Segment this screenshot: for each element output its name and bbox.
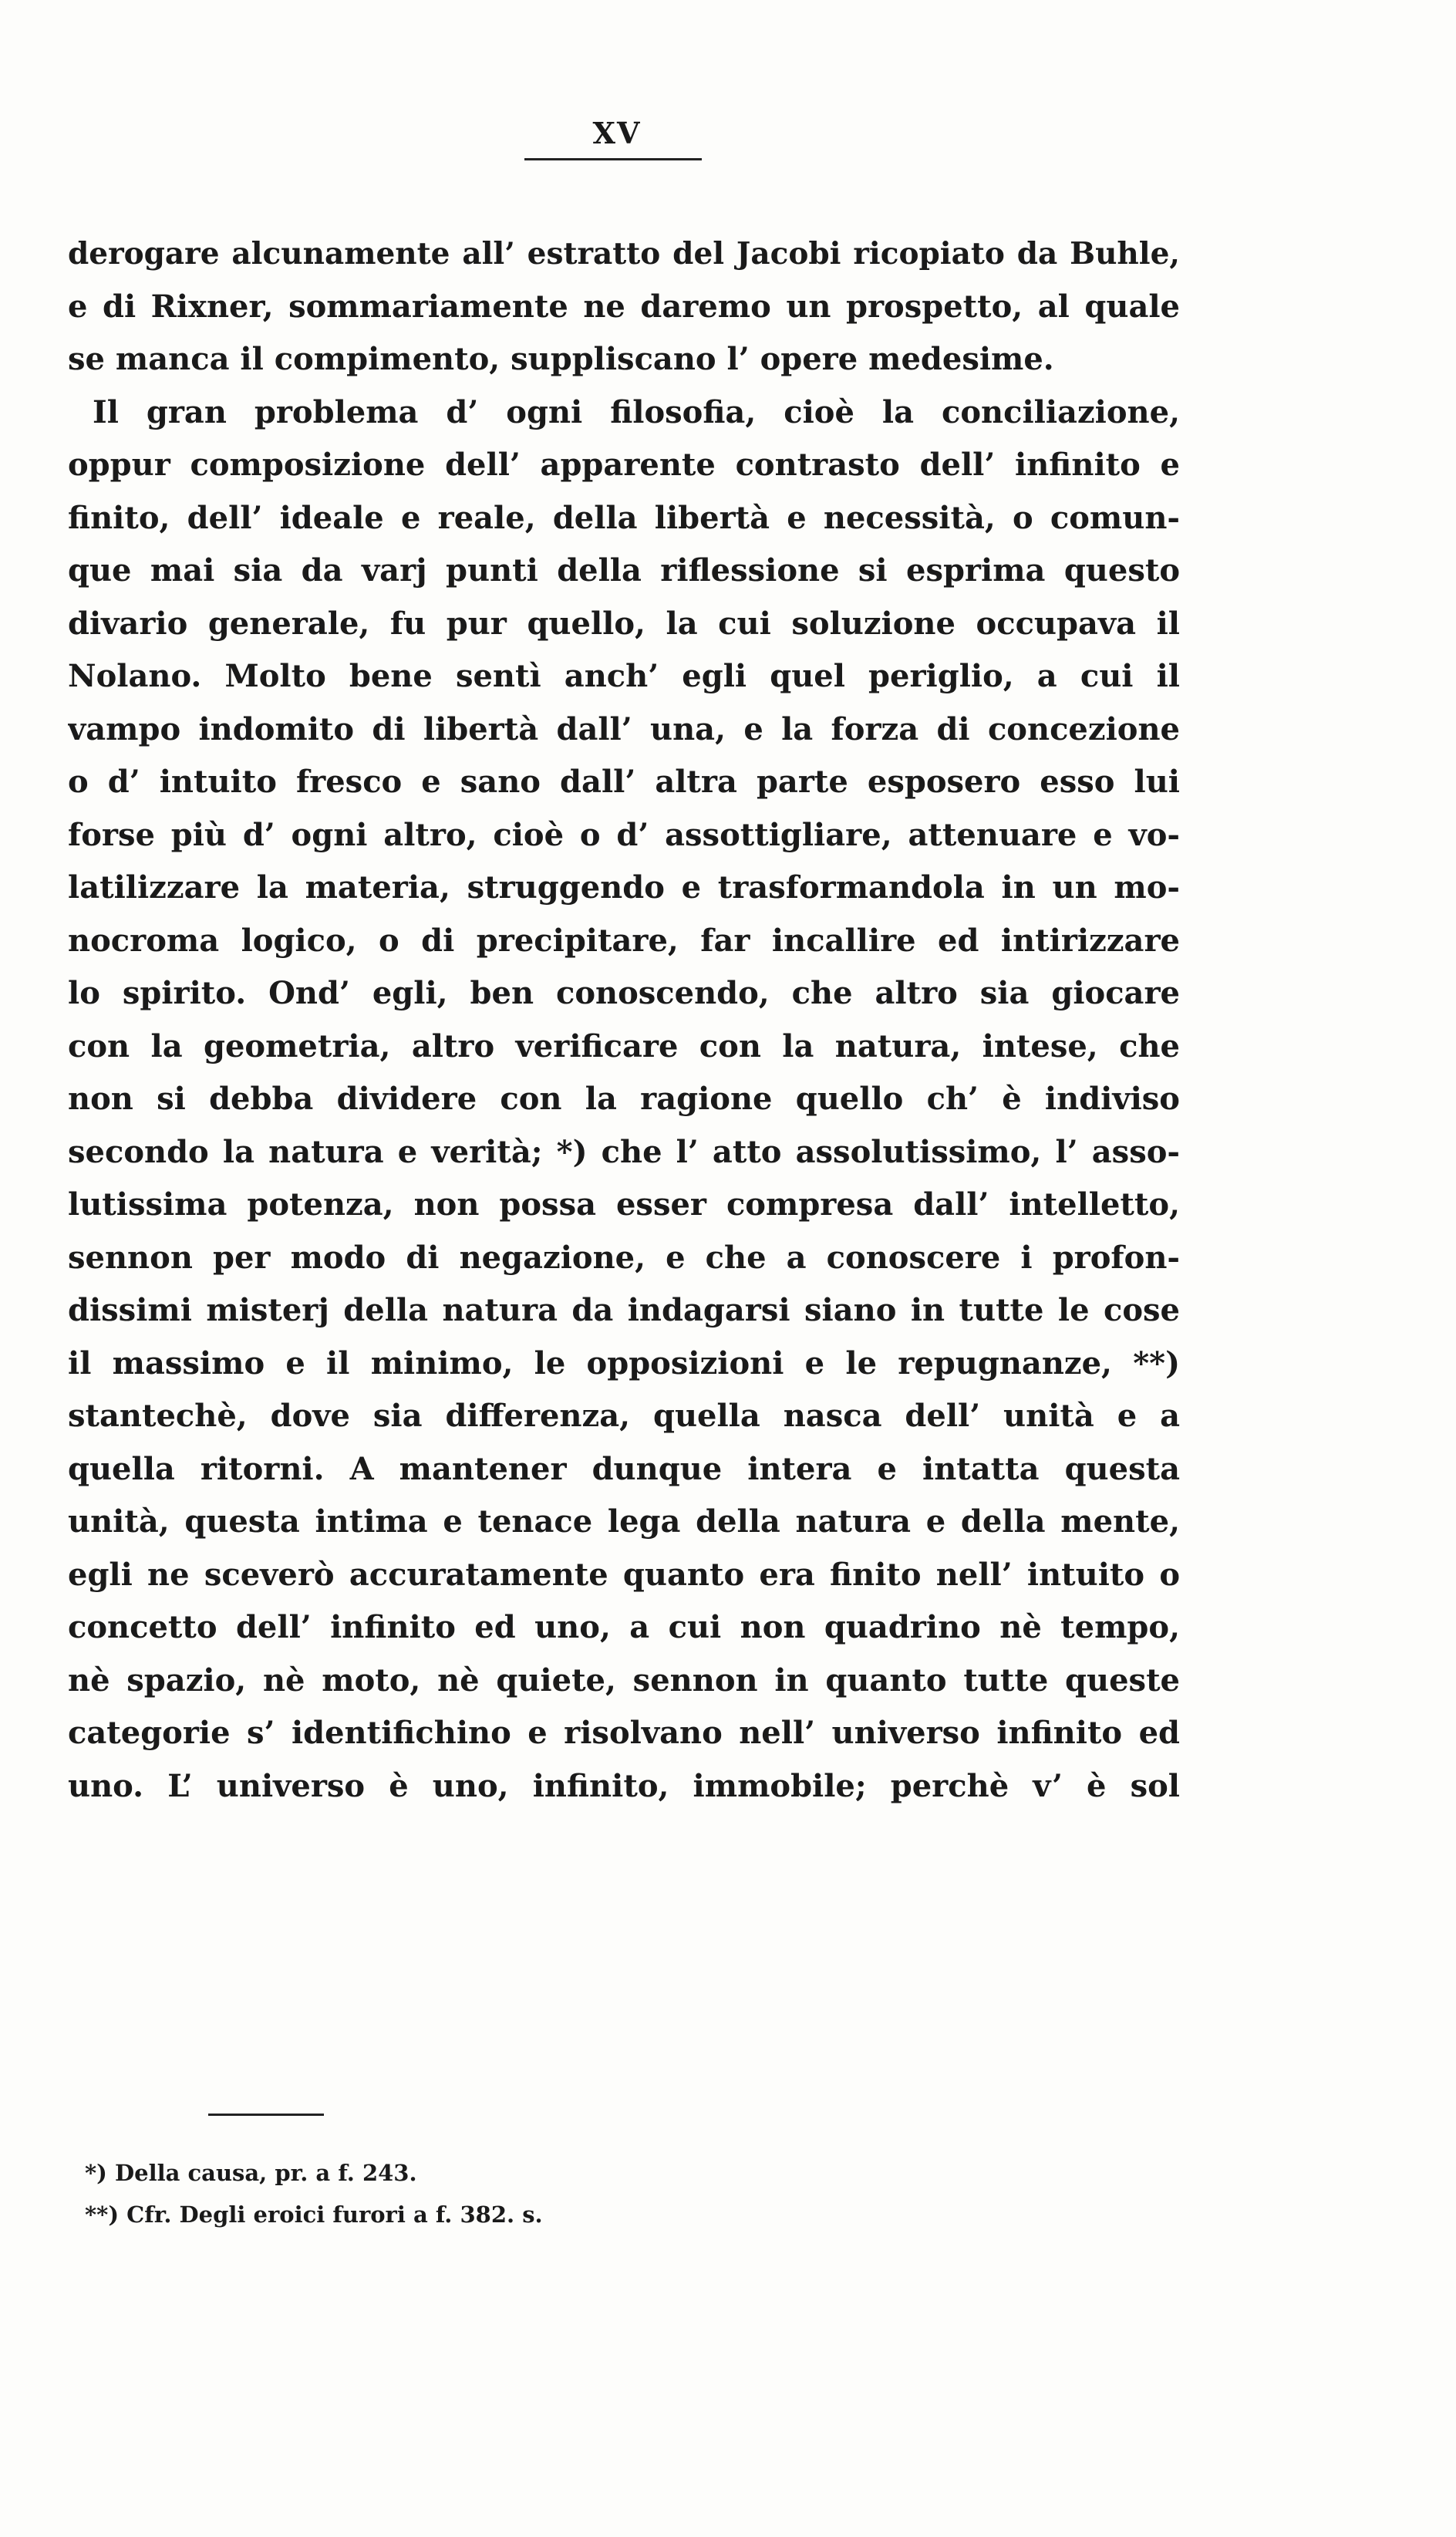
- text-line: sennon per modo di negazione, e che a conoscere i profon-: [68, 1239, 1180, 1276]
- text-line: con la geometria, altro verificare con la natura, intese, che: [68, 1027, 1180, 1064]
- text-line: il massimo e il minimo, le opposizioni e le repugnanze, **): [68, 1344, 1180, 1382]
- footnotes: [85, 2152, 856, 2235]
- text-line: non si debba dividere con la ragione quello ch’ è indiviso: [68, 1081, 1180, 1117]
- footnote: *) Della causa, pr. a f. 243.: [85, 2160, 417, 2186]
- text-line: se manca il compimento, suppliscano l’ opere medesime.: [68, 341, 1054, 377]
- text-line: secondo la natura e verità; *) che l’ atto assolutissimo, l’ asso-: [68, 1133, 1180, 1170]
- header-rule: [524, 158, 702, 160]
- text-line: forse più d’ ogni altro, cioè o d’ assottigliare, attenuare e vo-: [68, 816, 1180, 853]
- text-line: derogare alcunamente all’ estratto del Jacobi ricopiato da Buhle,: [68, 236, 1180, 272]
- text-line: vampo indomito di libertà dall’ una, e la forza di concezione: [68, 710, 1180, 747]
- text-line: quella ritorni. A mantener dunque intera e intatta questa: [68, 1450, 1180, 1487]
- text-line: oppur composizione dell’ apparente contrasto dell’ infinito e: [68, 447, 1180, 483]
- text-line: dissimi misterj della natura da indagarsi siano in tutte le cose: [68, 1292, 1180, 1328]
- text-line: lo spirito. Ond’ egli, ben conoscendo, che altro sia giocare: [68, 975, 1180, 1011]
- text-line: que mai sia da varj punti della riflessione si esprima questo: [68, 552, 1180, 589]
- text-line: e di Rixner, sommariamente ne daremo un prospetto, al quale: [68, 288, 1180, 325]
- text-line: finito, dell’ ideale e reale, della libertà e necessità, o comun-: [68, 499, 1180, 536]
- text-line: divario generale, fu pur quello, la cui soluzione occupava il: [68, 605, 1180, 642]
- text-line: o d’ intuito fresco e sano dall’ altra parte esposero esso lui: [68, 764, 1180, 800]
- text-line: nè spazio, nè moto, nè quiete, sennon in quanto tutte queste: [68, 1662, 1180, 1699]
- text-line: lutissima potenza, non possa esser compresa dall’ intelletto,: [68, 1186, 1180, 1223]
- text-line: uno. L’ universo è uno, infinito, immobile; perchè v’ è sol: [68, 1767, 1180, 1804]
- text-line: egli ne sceverò accuratamente quanto era finito nell’ intuito o: [68, 1556, 1180, 1593]
- text-line: categorie s’ identifichino e risolvano nell’ universo infinito ed: [68, 1715, 1180, 1751]
- body-text: [68, 228, 1180, 1813]
- text-line: concetto dell’ infinito ed uno, a cui non quadrino nè tempo,: [68, 1609, 1180, 1645]
- text-line: Nolano. Molto bene sentì anch’ egli quel periglio, a cui il: [68, 658, 1180, 694]
- footnote-rule: [208, 2114, 324, 2116]
- text-line: stantechè, dove sia differenza, quella nasca dell’ unità e a: [68, 1398, 1180, 1434]
- text-line: Il gran problema d’ ogni filosofia, cioè la conciliazione,: [93, 393, 1180, 430]
- page-number: XV: [592, 116, 642, 150]
- text-line: latilizzare la materia, struggendo e trasformandola in un mo-: [68, 869, 1180, 906]
- footnote: **) Cfr. Degli eroici furori a f. 382. s.: [85, 2201, 543, 2228]
- text-line: unità, questa intima e tenace lega della natura e della mente,: [68, 1503, 1180, 1540]
- text-line: nocroma logico, o di precipitare, far incallire ed intirizzare: [68, 922, 1180, 959]
